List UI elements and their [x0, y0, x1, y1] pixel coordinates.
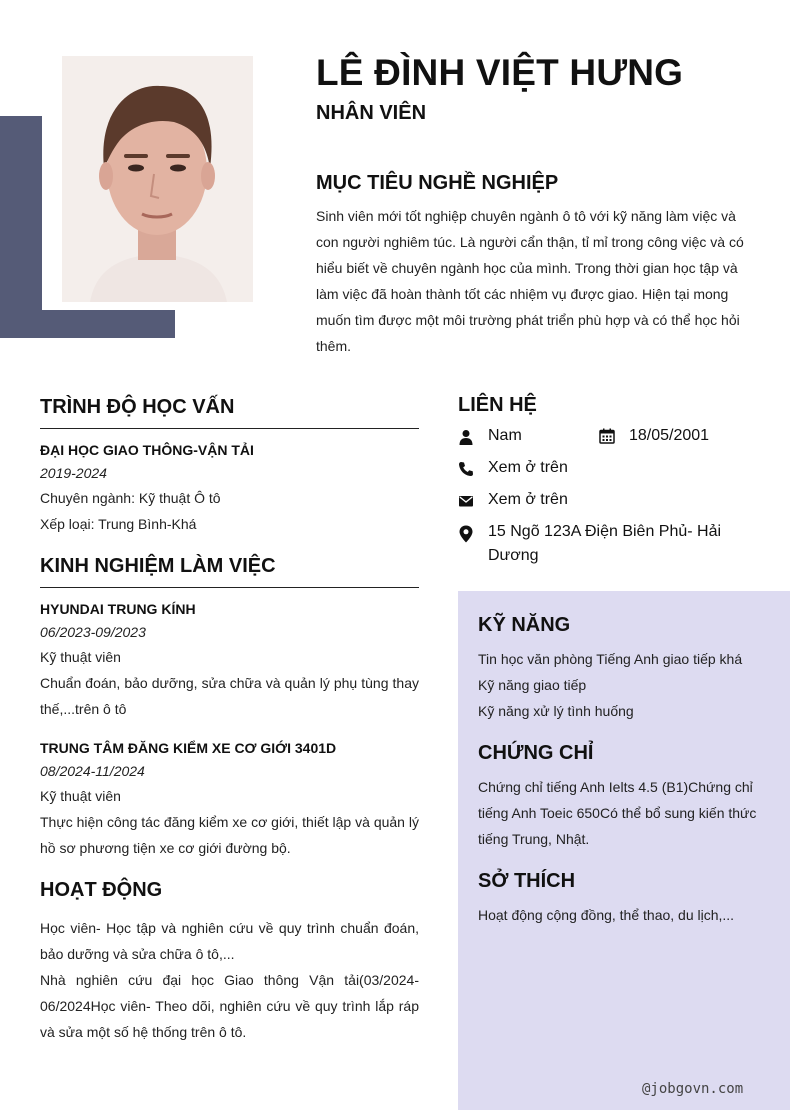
education-period: 2019-2024 — [40, 465, 107, 481]
experience-heading: KINH NGHIỆM LÀM VIỆC — [40, 555, 276, 577]
education-major: Chuyên ngành: Kỹ thuật Ô tô — [40, 490, 221, 506]
activities-heading: HOẠT ĐỘNG — [40, 879, 163, 901]
experience-divider — [40, 587, 419, 588]
mail-icon — [458, 493, 474, 509]
education-school: ĐẠI HỌC GIAO THÔNG-VẬN TẢI — [40, 442, 254, 458]
contact-dob: 18/05/2001 — [629, 427, 710, 444]
profile-photo — [62, 56, 253, 302]
contact-heading: LIÊN HỆ — [458, 394, 537, 416]
certificates-heading: CHỨNG CHỈ — [478, 742, 594, 764]
education-grade: Xếp loại: Trung Bình-Khá — [40, 516, 197, 532]
activity-item: Nhà nghiên cứu đại học Giao thông Vận tải(03/2024-06/2024Học viên- Theo dõi, nghiên cứu về quy trình lắp ráp và sửa một số hệ thống trên ô tô. — [40, 972, 419, 1040]
calendar-icon — [599, 428, 615, 444]
hobbies-text: Hoạt động cộng đồng, thể thao, du lịch,... — [478, 907, 735, 923]
certificates-text: Chứng chỉ tiếng Anh Ielts 4.5 (B1)Chứng chỉ tiếng Anh Toeic 650Có thể bổ sung kiến thức tiếng Trung, Nhật. — [478, 779, 757, 847]
footer-watermark: @jobgovn.com — [642, 1081, 744, 1097]
contact-address: 15 Ngõ 123A Điện Biên Phủ- Hải Dương — [488, 523, 722, 564]
education-divider — [40, 428, 419, 429]
experience-period: 08/2024-11/2024 — [40, 763, 145, 779]
education-heading: TRÌNH ĐỘ HỌC VẤN — [40, 396, 235, 418]
experience-description: Thực hiện công tác đăng kiểm xe cơ giới, thiết lập và quản lý hồ sơ phương tiện xe cơ giới đường bộ. — [40, 814, 419, 856]
phone-icon — [458, 461, 474, 477]
activity-item: Học viên- Học tập và nghiên cứu về quy trình chuẩn đoán, bảo dưỡng và sửa chữa ô tô,... — [40, 920, 419, 962]
person-icon — [458, 429, 474, 445]
skill-item: Kỹ năng xử lý tình huống — [478, 703, 634, 719]
skills-heading: KỸ NĂNG — [478, 614, 571, 636]
contact-email: Xem ở trên — [488, 491, 568, 508]
decorative-bar-vertical — [0, 116, 42, 338]
experience-company: HYUNDAI TRUNG KÍNH — [40, 601, 196, 617]
skill-item: Tin học văn phòng Tiếng Anh giao tiếp khá — [478, 651, 743, 667]
objective-text: Sinh viên mới tốt nghiệp chuyên ngành ô tô với kỹ năng làm việc và con người nghiêm túc. Là người cẩn thận, tỉ mỉ trong công việc và có hiểu biết về chuyên ngành học của mình. Trong thời gian học tập và làm việc đã hoàn thành tốt các nhiệm vụ được giao. Hiện tại mong muốn tìm được một môi trường phát triển phù hợp và có thể học hỏi thêm. — [316, 208, 744, 354]
skill-item: Kỹ năng giao tiếp — [478, 677, 587, 693]
experience-description: Chuẩn đoán, bảo dưỡng, sửa chữa và quản lý phụ tùng thay thế,...trên ô tô — [40, 675, 419, 717]
contact-phone: Xem ở trên — [488, 459, 568, 476]
experience-period: 06/2023-09/2023 — [40, 624, 146, 640]
experience-role: Kỹ thuật viên — [40, 788, 121, 804]
experience-company: TRUNG TÂM ĐĂNG KIỂM XE CƠ GIỚI 3401D — [40, 740, 337, 756]
skills-list — [478, 646, 768, 724]
candidate-position: NHÂN VIÊN — [316, 102, 427, 124]
experience-role: Kỹ thuật viên — [40, 649, 121, 665]
objective-heading: MỤC TIÊU NGHỀ NGHIỆP — [316, 172, 559, 194]
decorative-bar-horizontal — [0, 310, 175, 338]
hobbies-heading: SỞ THÍCH — [478, 870, 576, 892]
candidate-name: LÊ ĐÌNH VIỆT HƯNG — [316, 52, 684, 93]
location-pin-icon — [458, 525, 474, 541]
contact-gender: Nam — [488, 427, 522, 444]
